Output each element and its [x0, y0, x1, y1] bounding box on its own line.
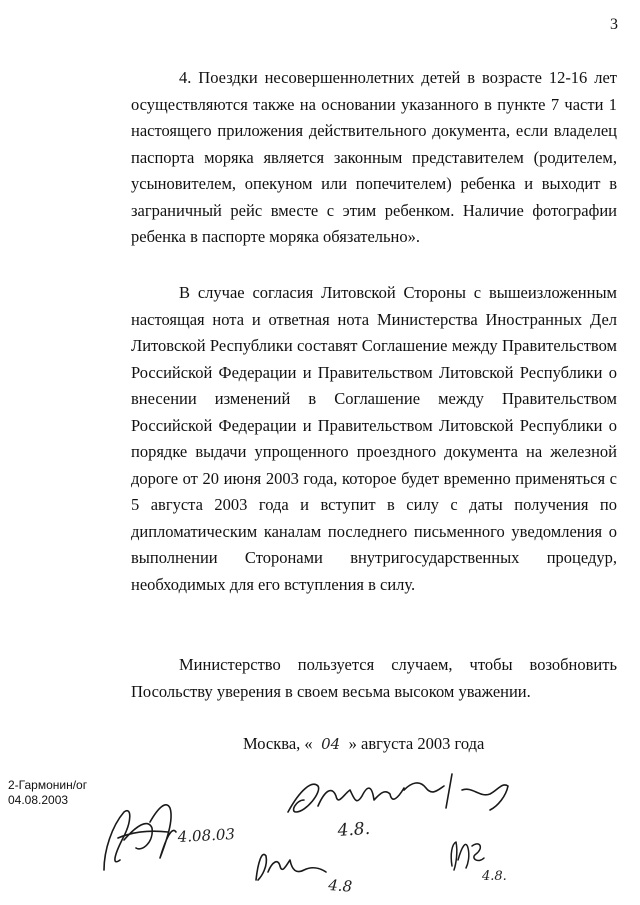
handwritten-note-d: 4.8.	[482, 869, 507, 884]
date-prefix: Москва, «	[243, 734, 313, 753]
date-suffix: » августа 2003 года	[348, 734, 485, 753]
signature-left	[104, 805, 176, 870]
handwritten-note-a: 4.8.	[336, 818, 371, 841]
page-number: 3	[610, 16, 618, 33]
initials-bottom-right	[451, 842, 484, 870]
paragraph-text: В случае согласия Литовской Стороны с вышеизложенным настоящая нота и ответная нота Министерства Иностранных Дел Литовской Республики составят Соглашение между Правительством Российской Федерации и Правительством Литовской Республики о внесении изменений в Соглашение между Правительством Российской Федерации и Правительством Литовской Республики о порядке выдачи упрощенного проездного документа на железной дороге от 20 июня 2003 года, которое будет временно применяться с 5 августа 2003 года и вступит в силу с даты получения по дипломатическим каналам последнего письменного уведомления о выполнении Сторонами внутригосударственных процедур, необходимых для его вступления в силу.	[131, 283, 617, 594]
paragraph-text: Министерство пользуется случаем, чтобы возобновить Посольству уверения в своем весьма высоком уважении.	[131, 655, 617, 701]
signature-bottom-middle	[256, 854, 326, 880]
executor-name: 2-Гармонин/ог	[8, 778, 88, 792]
handwritten-day: 04	[321, 735, 341, 753]
paragraph-text: 4. Поездки несовершеннолетних детей в возрасте 12-16 лет осуществляются также на основании указанного в пункте 7 части 1 настоящего приложения действительного документа, если владелец паспорта моряка является законным представителем (родителем, усыновителем, опекуном или попечителем) ребенка и выходит в заграничный рейс вместе с этим ребенком. Наличие фотографии ребенка в паспорте моряка обязательно».	[131, 68, 617, 246]
handwritten-note-b: 4.08.03	[177, 825, 236, 846]
executor-date: 04.08.2003	[8, 793, 69, 807]
signature-main	[288, 774, 508, 812]
handwritten-note-c: 4.8	[327, 876, 353, 896]
